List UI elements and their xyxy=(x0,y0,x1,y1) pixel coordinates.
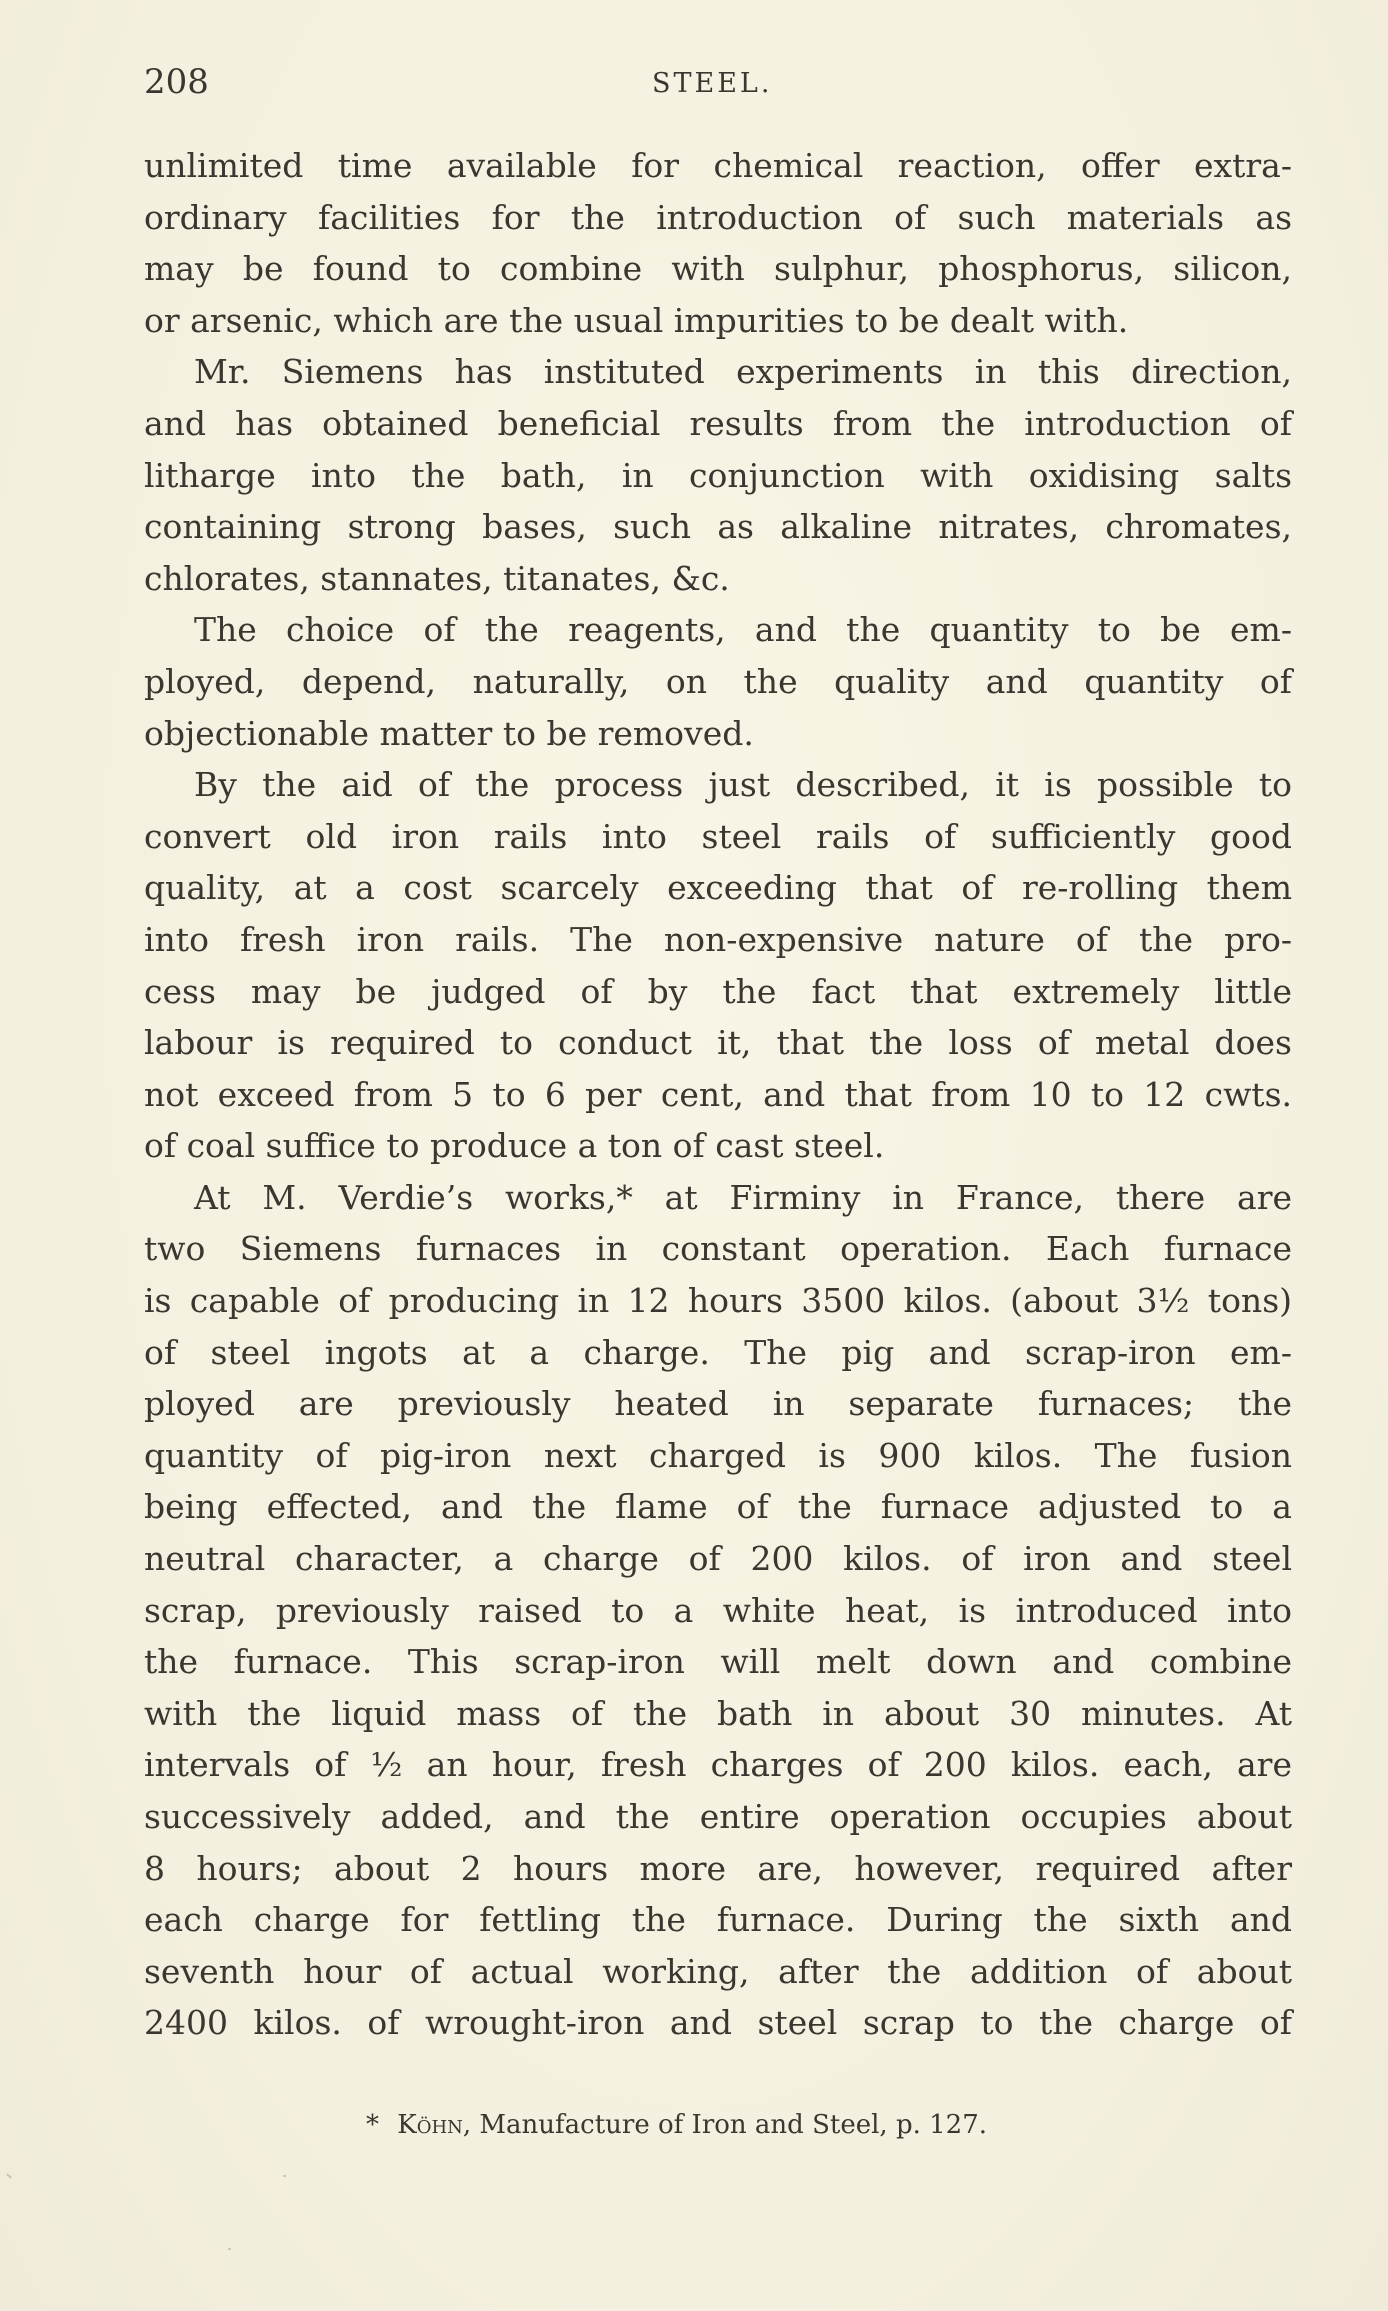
text-line: quantity of pig-iron next charged is 900 kilos. The fusion xyxy=(144,1435,1292,1475)
text-line: each charge for fettling the furnace. During the sixth and xyxy=(144,1900,1292,1940)
text-line: or arsenic, which are the usual impurities to be dealt with. xyxy=(144,300,1129,340)
paragraph xyxy=(144,140,1292,346)
text-line: convert old iron rails into steel rails of sufficiently good xyxy=(144,816,1292,856)
text-line: ployed are previously heated in separate furnaces; the xyxy=(144,1384,1292,1424)
footnote-marker: * xyxy=(366,2110,379,2140)
text-line: with the liquid mass of the bath in about 30 minutes. At xyxy=(144,1693,1292,1733)
text-line: successively added, and the entire operation occupies about xyxy=(144,1797,1292,1836)
text-line: ordinary facilities for the introduction of such materials as xyxy=(144,197,1292,237)
footnote-text: , Manufacture of Iron and Steel, p. 127. xyxy=(462,2110,988,2140)
paragraph xyxy=(144,604,1292,759)
footnote-author: Köhn xyxy=(397,2110,463,2140)
text-line: two Siemens furnaces in constant operation. Each furnace xyxy=(144,1229,1292,1269)
text-line: quality, at a cost scarcely exceeding that of re-rolling them xyxy=(144,868,1292,908)
text-line: scrap, previously raised to a white heat, is introduced into xyxy=(144,1590,1292,1630)
page-number: 208 xyxy=(144,62,209,102)
text-line: objectionable matter to be removed. xyxy=(144,713,754,753)
running-title: STEEL. xyxy=(652,68,773,99)
paragraph xyxy=(144,346,1292,604)
body-text xyxy=(144,140,1292,2049)
text-line: not exceed from 5 to 6 per cent, and that from 10 to 12 cwts. xyxy=(144,1074,1292,1114)
text-line: litharge into the bath, in conjunction with oxidising salts xyxy=(144,455,1292,495)
text-line: seventh hour of actual working, after the addition of about xyxy=(144,1951,1292,1991)
text-line: ployed, depend, naturally, on the quality and quantity of xyxy=(144,661,1292,701)
text-line: and has obtained beneficial results from the introduction of xyxy=(144,403,1292,443)
text-line: cess may be judged of by the fact that extremely little xyxy=(144,971,1292,1011)
text-line: containing strong bases, such as alkaline nitrates, chromates, xyxy=(144,507,1292,547)
text-line: 8 hours; about 2 hours more are, however, required after xyxy=(144,1848,1292,1888)
text-line: being effected, and the flame of the furnace adjusted to a xyxy=(144,1487,1292,1527)
text-line: intervals of ½ an hour, fresh charges of 200 kilos. each, are xyxy=(144,1745,1292,1785)
running-head xyxy=(144,62,1294,112)
text-line: is capable of producing in 12 hours 3500 kilos. (about 3½ tons) xyxy=(144,1281,1292,1321)
text-line: unlimited time available for chemical reaction, offer extra- xyxy=(144,146,1292,185)
paper-speck xyxy=(6,2173,12,2178)
text-line: At M. Verdie’s works,* at Firminy in France, there are xyxy=(194,1177,1292,1217)
text-line: into fresh iron rails. The non-expensive nature of the pro- xyxy=(144,919,1292,959)
paragraph xyxy=(144,759,1292,1172)
text-line: Mr. Siemens has instituted experiments in this direction, xyxy=(194,352,1292,392)
text-line: 2400 kilos. of wrought-iron and steel scrap to the charge of xyxy=(144,2003,1292,2043)
text-line: The choice of the reagents, and the quantity to be em- xyxy=(194,610,1292,650)
text-line: may be found to combine with sulphur, phosphorus, silicon, xyxy=(144,249,1292,289)
paper-speck xyxy=(283,2175,286,2177)
text-line: labour is required to conduct it, that the loss of metal does xyxy=(144,1023,1292,1063)
paper-speck xyxy=(228,2248,231,2250)
text-line: the furnace. This scrap-iron will melt down and combine xyxy=(144,1642,1292,1682)
text-line: of coal suffice to produce a ton of cast steel. xyxy=(144,1126,885,1166)
text-line: By the aid of the process just described, it is possible to xyxy=(194,765,1292,805)
text-line: chlorates, stannates, titanates, &c. xyxy=(144,558,730,598)
text-line: of steel ingots at a charge. The pig and scrap-iron em- xyxy=(144,1332,1292,1372)
paragraph xyxy=(144,1172,1292,2049)
text-line: neutral character, a charge of 200 kilos. of iron and steel xyxy=(144,1539,1292,1579)
footnote xyxy=(366,2110,987,2140)
